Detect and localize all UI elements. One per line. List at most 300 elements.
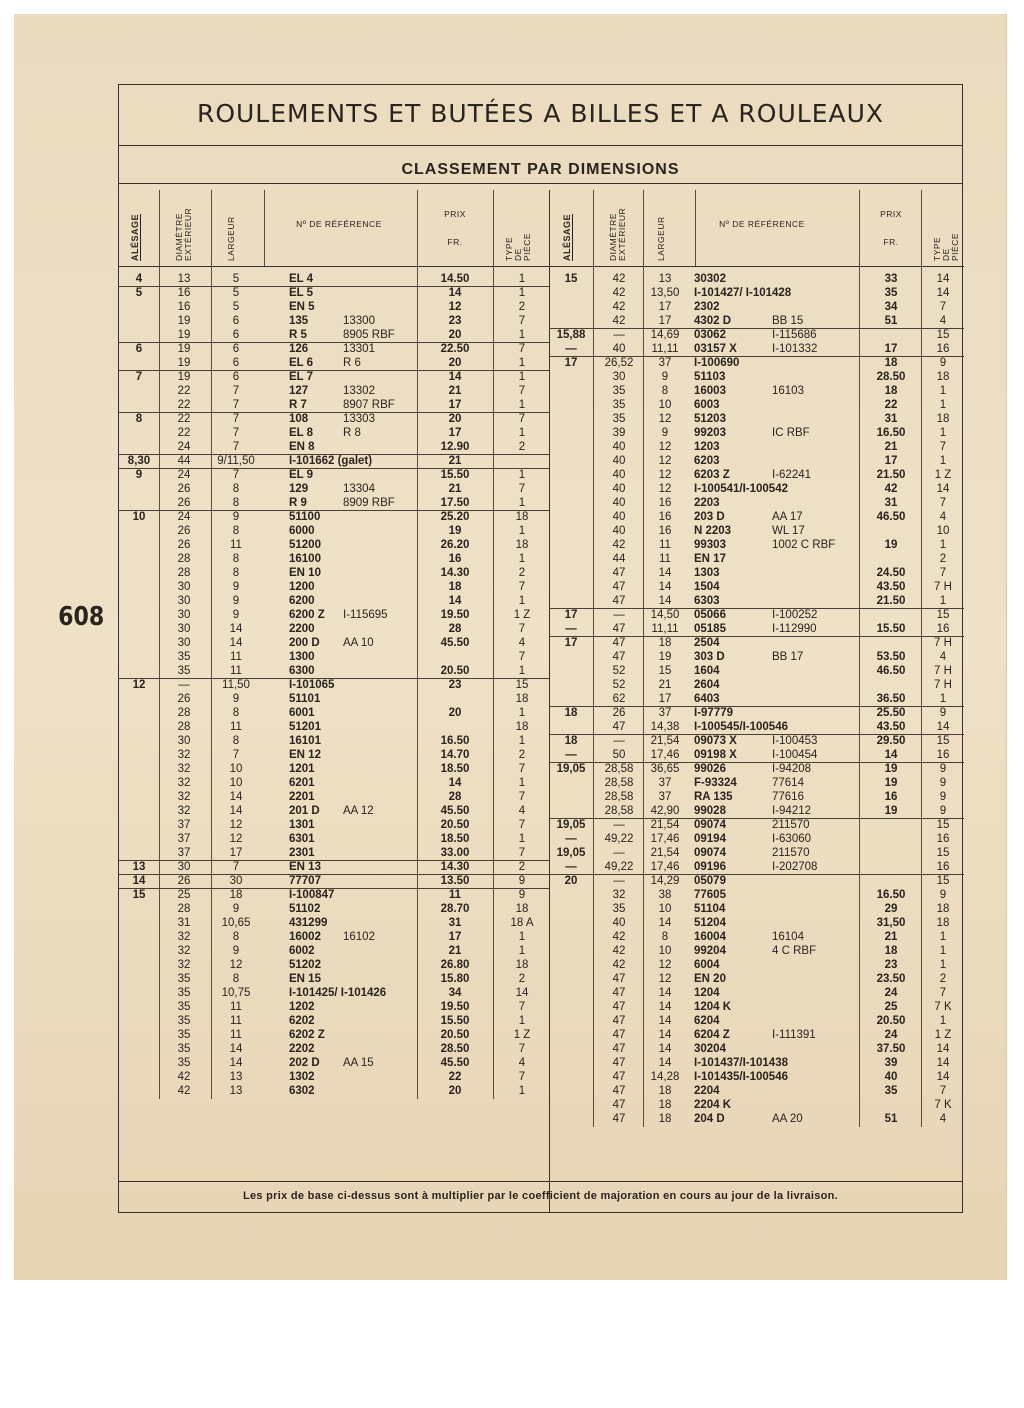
cell-largeur: 6: [232, 343, 240, 355]
cell-type: 7: [518, 343, 526, 355]
group-separator: [119, 510, 549, 511]
table-row: [549, 945, 964, 959]
cell-alesage: 15: [564, 273, 578, 285]
cell-largeur: 12: [658, 455, 672, 467]
table-row: [119, 819, 549, 833]
table-row: [119, 273, 549, 287]
column-divider: [859, 267, 860, 1127]
cell-reference: 201 D: [289, 805, 320, 817]
cell-reference-alt: BB 17: [772, 651, 804, 663]
cell-alesage: 6: [135, 343, 143, 355]
cell-reference-alt: 77616: [772, 791, 804, 803]
cell-prix: 31: [448, 917, 462, 929]
cell-diametre: 37: [177, 847, 191, 859]
cell-reference-alt: R 8: [343, 427, 361, 439]
cell-reference: 1302: [289, 1071, 315, 1083]
cell-largeur: 9: [232, 693, 240, 705]
cell-largeur: 9: [232, 945, 240, 957]
cell-reference-alt: I-202708: [772, 861, 818, 873]
cell-type: 1: [939, 539, 947, 551]
cell-type: 4: [518, 637, 526, 649]
header-diametre: DIAMÈTRE EXTÉRIEUR: [608, 207, 627, 261]
cell-reference: 30204: [694, 1043, 726, 1055]
header-divider: [921, 190, 922, 266]
cell-reference: 6203 Z: [694, 469, 730, 481]
cell-prix: 51: [884, 1113, 898, 1125]
cell-reference-alt: I-63060: [772, 833, 812, 845]
cell-reference: 6200 Z: [289, 609, 325, 621]
cell-type: 1: [518, 931, 526, 943]
group-separator: [119, 468, 549, 469]
table-row: [549, 609, 964, 623]
cell-reference: 2202: [289, 1043, 315, 1055]
cell-diametre: 30: [177, 637, 191, 649]
column-divider: [211, 267, 212, 1099]
catalog-frame: [118, 84, 963, 1213]
cell-reference: 6301: [289, 833, 315, 845]
cell-reference: 99028: [694, 805, 726, 817]
cell-reference-alt: AA 10: [343, 637, 374, 649]
table-row: [549, 399, 964, 413]
cell-type: 4: [939, 1113, 947, 1125]
table-row: [549, 763, 964, 777]
header-divider: [643, 190, 644, 266]
column-divider: [159, 267, 160, 1099]
table-row: [549, 553, 964, 567]
table-row: [119, 931, 549, 945]
cell-reference: R 9: [289, 497, 307, 509]
cell-reference: 1200: [289, 581, 315, 593]
cell-diametre: 22: [177, 413, 191, 425]
group-separator: [549, 636, 964, 637]
cell-reference-alt: I-112990: [772, 623, 817, 635]
cell-largeur: 38: [658, 889, 672, 901]
cell-largeur: 7: [232, 385, 240, 397]
cell-prix: 31,50: [876, 917, 906, 929]
cell-reference-alt: 8905 RBF: [343, 329, 395, 341]
cell-alesage: 18: [564, 735, 578, 747]
cell-type: 9: [518, 875, 526, 887]
cell-largeur: 17,46: [650, 833, 680, 845]
cell-reference: 2204 K: [694, 1099, 732, 1111]
table-row: [549, 973, 964, 987]
cell-diametre: 35: [612, 399, 626, 411]
group-separator: [119, 286, 549, 287]
column-divider: [643, 267, 644, 1127]
cell-prix: 14.30: [440, 567, 470, 579]
cell-diametre: 47: [612, 1029, 626, 1041]
cell-largeur: 11,11: [651, 343, 679, 355]
cell-reference-alt: I-62241: [772, 469, 812, 481]
cell-reference: 51103: [694, 371, 726, 383]
cell-diametre: 52: [612, 665, 626, 677]
cell-type: 1: [518, 665, 526, 677]
group-separator: [549, 608, 964, 609]
cell-prix: 18: [884, 357, 898, 369]
cell-reference: EN 13: [289, 861, 321, 873]
group-separator: [549, 356, 964, 357]
cell-reference: 6201: [289, 777, 315, 789]
cell-largeur: 10,75: [221, 987, 251, 999]
cell-largeur: 11,11: [651, 623, 679, 635]
cell-reference: 05185: [694, 623, 726, 635]
cell-diametre: 42: [612, 287, 626, 299]
header-divider: [417, 190, 418, 266]
cell-diametre: 28: [177, 903, 191, 915]
cell-largeur: 8: [232, 707, 240, 719]
cell-reference: 05066: [694, 609, 726, 621]
cell-diametre: 44: [177, 455, 191, 467]
cell-reference: I-101425/ I-101426: [289, 987, 387, 999]
cell-reference: 2201: [289, 791, 315, 803]
group-separator: [549, 818, 964, 819]
cell-type: 14: [936, 483, 950, 495]
cell-reference-alt: I-100454: [772, 749, 818, 761]
cell-diametre: 47: [612, 1043, 626, 1055]
cell-reference: EN 20: [694, 973, 726, 985]
cell-reference: EN 17: [694, 553, 726, 565]
cell-reference-alt: 8909 RBF: [343, 497, 395, 509]
cell-prix: 40: [884, 1071, 898, 1083]
table-row: [119, 875, 549, 889]
cell-prix: 17.50: [440, 497, 470, 509]
cell-reference: 16002: [289, 931, 321, 943]
cell-type: 2: [518, 861, 526, 873]
cell-reference: 129: [289, 483, 309, 495]
cell-diametre: 35: [177, 1057, 191, 1069]
cell-largeur: 12: [658, 441, 672, 453]
cell-largeur: 8: [232, 483, 240, 495]
cell-type: 1 Z: [513, 1029, 531, 1041]
cell-largeur: 14,69: [650, 329, 680, 341]
table-row: [119, 413, 549, 427]
cell-largeur: 14: [658, 1015, 672, 1027]
table-row: [119, 721, 549, 735]
table-row: [119, 469, 549, 483]
cell-prix: 31: [884, 413, 898, 425]
table-row: [549, 1043, 964, 1057]
cell-diametre: 26,52: [604, 357, 634, 369]
cell-reference: 09074: [694, 819, 726, 831]
cell-alesage: 9: [135, 469, 143, 481]
cell-prix: 12.90: [440, 441, 470, 453]
cell-reference: 09194: [694, 833, 726, 845]
table-row: [549, 1113, 964, 1127]
cell-reference-alt: 211570: [772, 819, 810, 831]
cell-prix: 19: [884, 777, 898, 789]
cell-largeur: 10: [658, 903, 672, 915]
cell-type: 18: [515, 721, 529, 733]
header-divider: [264, 190, 265, 266]
cell-largeur: 14,38: [650, 721, 680, 733]
cell-diametre: 47: [612, 1015, 626, 1027]
cell-reference: 2504: [694, 637, 720, 649]
cell-reference: 6203: [694, 455, 720, 467]
cell-diametre: 32: [612, 889, 626, 901]
cell-diametre: 47: [612, 595, 626, 607]
cell-prix: 25.50: [876, 707, 906, 719]
cell-diametre: 47: [612, 623, 626, 635]
cell-alesage: 17: [564, 357, 578, 369]
cell-type: 4: [939, 315, 947, 327]
table-row: [119, 791, 549, 805]
cell-diametre: 49,22: [604, 833, 634, 845]
cell-reference: I-101437/I-101438: [694, 1057, 788, 1069]
cell-type: 9: [939, 889, 947, 901]
cell-diametre: 40: [612, 343, 626, 355]
cell-prix: 15.50: [440, 1015, 470, 1027]
cell-prix: 43.50: [876, 581, 906, 593]
table-row: [549, 623, 964, 637]
header-reference: Nº DE RÉFÉRENCE: [296, 219, 382, 229]
cell-diametre: —: [613, 609, 625, 621]
cell-largeur: 7: [232, 427, 240, 439]
cell-reference: 6202: [289, 1015, 315, 1027]
group-separator: [119, 370, 549, 371]
cell-type: 1: [518, 399, 526, 411]
table-row: [549, 455, 964, 469]
table-row: [119, 707, 549, 721]
cell-prix: 26.80: [440, 959, 470, 971]
cell-prix: 14: [448, 595, 462, 607]
cell-alesage: 7: [135, 371, 143, 383]
cell-prix: 33: [884, 273, 898, 285]
cell-type: 15: [936, 735, 950, 747]
cell-prix: 17: [884, 343, 898, 355]
table-row: [119, 1085, 549, 1099]
cell-largeur: 11: [230, 665, 242, 677]
cell-diametre: 35: [177, 1015, 191, 1027]
cell-largeur: 16: [658, 511, 672, 523]
cell-reference: I-100847: [289, 889, 335, 901]
cell-largeur: 12: [658, 483, 672, 495]
cell-largeur: 5: [232, 273, 240, 285]
cell-reference: 2604: [694, 679, 720, 691]
cell-type: 2: [518, 749, 526, 761]
cell-reference: 6204: [694, 1015, 720, 1027]
cell-diametre: 28,58: [604, 791, 634, 803]
cell-largeur: 17: [658, 301, 672, 313]
table-row: [119, 903, 549, 917]
header-prix: PRIX: [444, 209, 466, 219]
cell-type: 15: [936, 847, 950, 859]
cell-largeur: 8: [232, 735, 240, 747]
cell-reference: I-101065: [289, 679, 335, 691]
cell-type: 1: [518, 1085, 526, 1097]
cell-reference: 126: [289, 343, 309, 355]
header-divider: [695, 190, 696, 266]
cell-diametre: 37: [177, 819, 191, 831]
cell-type: 1: [939, 931, 947, 943]
cell-alesage: 8,30: [127, 455, 151, 467]
table-row: [119, 847, 549, 861]
cell-alesage: —: [565, 343, 577, 355]
cell-reference: 4302 D: [694, 315, 732, 327]
cell-diametre: 30: [177, 735, 191, 747]
table-row: [549, 819, 964, 833]
cell-reference: 6202 Z: [289, 1029, 325, 1041]
cell-reference: 09074: [694, 847, 726, 859]
cell-diametre: 35: [177, 1001, 191, 1013]
table-row: [549, 665, 964, 679]
table-row: [119, 1001, 549, 1015]
cell-largeur: 11: [230, 539, 242, 551]
cell-reference-alt: I-101332: [772, 343, 818, 355]
header-type: TYPE DE PIÈCE: [932, 232, 960, 261]
cell-type: 1: [939, 399, 947, 411]
cell-reference-alt: I-94208: [772, 763, 812, 775]
header-type: TYPE DE PIÈCE: [504, 232, 532, 261]
cell-largeur: 37: [658, 777, 672, 789]
group-separator: [119, 454, 549, 455]
cell-diametre: 28,58: [604, 805, 634, 817]
table-row: [549, 595, 964, 609]
table-row: [119, 287, 549, 301]
cell-largeur: 14: [229, 1057, 243, 1069]
cell-alesage: 10: [132, 511, 146, 523]
cell-largeur: 11: [230, 1001, 242, 1013]
cell-largeur: 17: [658, 693, 672, 705]
cell-prix: 28: [448, 791, 462, 803]
cell-type: 18: [515, 959, 529, 971]
header-diametre: DIAMÈTRE EXTÉRIEUR: [174, 207, 193, 261]
cell-diametre: 30: [177, 581, 191, 593]
cell-prix: 34: [884, 301, 898, 313]
table-row: [119, 889, 549, 903]
header-divider: [211, 190, 212, 266]
table-row: [549, 1057, 964, 1071]
cell-largeur: 14: [229, 805, 243, 817]
cell-prix: 25: [884, 1001, 898, 1013]
cell-type: 18: [936, 371, 950, 383]
cell-diametre: —: [613, 875, 625, 887]
cell-type: 7: [518, 385, 526, 397]
table-row: [119, 385, 549, 399]
cell-type: 7: [518, 1001, 526, 1013]
cell-diametre: 50: [612, 749, 626, 761]
table-row: [119, 623, 549, 637]
cell-prix: 28.50: [440, 1043, 470, 1055]
cell-diametre: 52: [612, 679, 626, 691]
table-row: [549, 315, 964, 329]
cell-prix: 20.50: [440, 819, 470, 831]
cell-largeur: 14: [658, 1001, 672, 1013]
cell-largeur: 17,46: [650, 749, 680, 761]
cell-diametre: 22: [177, 427, 191, 439]
cell-prix: 21: [884, 441, 898, 453]
footer-rule: [119, 1181, 962, 1182]
cell-reference: 2200: [289, 623, 315, 635]
cell-reference: 127: [289, 385, 309, 397]
cell-largeur: 12: [658, 413, 672, 425]
cell-prix: 14: [448, 777, 462, 789]
cell-type: 7: [518, 1071, 526, 1083]
cell-largeur: 12: [229, 959, 243, 971]
table-row: [119, 861, 549, 875]
cell-type: 7: [939, 567, 947, 579]
cell-alesage: 17: [564, 609, 578, 621]
cell-largeur: 18: [658, 1085, 672, 1097]
paper-sheet: [14, 14, 1007, 1280]
table-row: [549, 343, 964, 357]
cell-reference: 05079: [694, 875, 726, 887]
cell-alesage: 18: [564, 707, 578, 719]
cell-type: 1: [518, 525, 526, 537]
cell-diametre: 47: [612, 637, 626, 649]
cell-largeur: 8: [232, 553, 240, 565]
cell-prix: 21: [884, 931, 898, 943]
cell-prix: 24.50: [876, 567, 906, 579]
cell-type: 1: [939, 385, 947, 397]
table-row: [119, 735, 549, 749]
cell-diametre: 24: [177, 441, 191, 453]
cell-prix: 14: [448, 287, 462, 299]
table-row: [549, 917, 964, 931]
column-divider: [593, 267, 594, 1127]
cell-reference: 6001: [289, 707, 315, 719]
table-row: [549, 987, 964, 1001]
column-divider: [493, 267, 494, 1099]
cell-prix: 14.30: [440, 861, 470, 873]
cell-prix: 19.50: [440, 1001, 470, 1013]
table-row: [549, 413, 964, 427]
cell-diametre: 25: [177, 889, 191, 901]
table-row: [549, 525, 964, 539]
table-row: [549, 735, 964, 749]
cell-largeur: 10,65: [221, 917, 251, 929]
cell-largeur: 14: [229, 637, 243, 649]
table-row: [549, 1001, 964, 1015]
cell-type: 7: [939, 301, 947, 313]
cell-diametre: —: [178, 679, 190, 691]
cell-type: 1: [518, 273, 526, 285]
cell-type: 14: [936, 287, 950, 299]
cell-largeur: 9/11,50: [217, 455, 255, 467]
header-prix: PRIX: [880, 209, 902, 219]
cell-largeur: 17,46: [650, 861, 680, 873]
cell-type: 9: [939, 791, 947, 803]
table-row: [119, 483, 549, 497]
table-row: [119, 343, 549, 357]
cell-reference: 51201: [289, 721, 321, 733]
cell-largeur: 14: [229, 791, 243, 803]
cell-diametre: 39: [612, 427, 626, 439]
cell-prix: 21: [448, 385, 462, 397]
cell-type: 18: [515, 693, 529, 705]
cell-type: 7: [939, 987, 947, 999]
cell-largeur: 9: [232, 595, 240, 607]
cell-prix: 13.50: [440, 875, 470, 887]
table-row: [119, 441, 549, 455]
cell-reference-alt: AA 17: [772, 511, 803, 523]
cell-prix: 31: [884, 497, 898, 509]
cell-type: 18: [936, 917, 950, 929]
table-row: [119, 749, 549, 763]
cell-diametre: 44: [612, 553, 626, 565]
cell-alesage: 14: [132, 875, 146, 887]
cell-diametre: 19: [177, 371, 191, 383]
cell-type: 15: [515, 679, 529, 691]
cell-prix: 17: [884, 455, 898, 467]
cell-largeur: 8: [232, 497, 240, 509]
cell-diametre: 49,22: [604, 861, 634, 873]
cell-diametre: 26: [177, 497, 191, 509]
cell-largeur: 10: [229, 763, 243, 775]
cell-prix: 28.50: [876, 371, 906, 383]
cell-reference: 1301: [289, 819, 315, 831]
cell-reference: 135: [289, 315, 309, 327]
table-row: [119, 553, 549, 567]
